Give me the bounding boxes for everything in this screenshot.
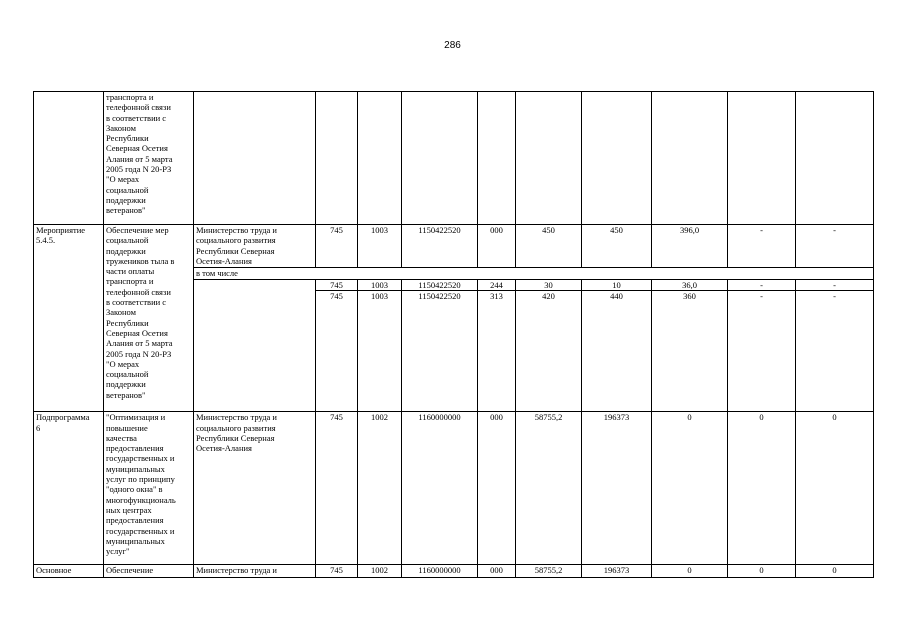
value-cell: 360 (652, 291, 728, 412)
rzpr-cell: 1003 (358, 225, 402, 268)
table-row (34, 92, 874, 225)
value-cell: 10 (582, 280, 652, 291)
value-cell: 196373 (582, 565, 652, 578)
value-cell: 0 (652, 565, 728, 578)
value-cell: - (728, 225, 796, 268)
value-cell: 196373 (582, 412, 652, 565)
rzpr-cell: 1003 (358, 291, 402, 412)
csr-cell: 1150422520 (402, 280, 478, 291)
executor-cell: Министерство труда и (194, 565, 316, 578)
value-cell: 450 (582, 225, 652, 268)
grbs-cell: 745 (316, 225, 358, 268)
row-title-cell: "Оптимизация и повышение качества предоставления государственных и муниципальных услуг по принципу "одного окна" в многофункциональ ных центрах предоставления государственных и муниципальных услуг" (104, 412, 194, 565)
table-row (34, 412, 874, 565)
value-cell: - (728, 291, 796, 412)
value-cell: 0 (796, 565, 874, 578)
grbs-cell: 745 (316, 412, 358, 565)
grbs-cell: 745 (316, 280, 358, 291)
row-name-cell: Подпрограмма 6 (34, 412, 104, 565)
table-row (34, 565, 874, 578)
grbs-cell: 745 (316, 565, 358, 578)
value-cell: 58755,2 (516, 412, 582, 565)
csr-cell: 1160000000 (402, 412, 478, 565)
vr-cell: 244 (478, 280, 516, 291)
row-title-cell: Обеспечение (104, 565, 194, 578)
row-name-cell (34, 92, 104, 225)
row-title-cell: Обеспечение мер социальной поддержки тружеников тыла в части оплаты транспорта и телефонной связи в соответствии с Законом Республики Северная Осетия Алания от 5 марта 2005 года N 20-РЗ "О мерах социальной поддержки ветеранов" (104, 225, 194, 412)
csr-cell: 1160000000 (402, 565, 478, 578)
value-cell: 0 (728, 412, 796, 565)
rzpr-cell: 1002 (358, 412, 402, 565)
vr-cell: 313 (478, 291, 516, 412)
vr-cell: 000 (478, 412, 516, 565)
value-cell: 36,0 (652, 280, 728, 291)
csr-cell: 1150422520 (402, 225, 478, 268)
value-cell: 420 (516, 291, 582, 412)
value-cell: - (796, 291, 874, 412)
row-name-cell: Основное (34, 565, 104, 578)
page-number: 286 (444, 40, 461, 51)
value-cell: 58755,2 (516, 565, 582, 578)
rzpr-cell: 1003 (358, 280, 402, 291)
budget-table (33, 91, 874, 578)
executor-cell: Министерство труда и социального развития Республики Северная Осетия-Алания (194, 412, 316, 565)
value-cell: - (796, 280, 874, 291)
vr-cell: 000 (478, 225, 516, 268)
executor-cell (194, 92, 316, 225)
executor-cell (194, 280, 316, 412)
value-cell: 30 (516, 280, 582, 291)
csr-cell: 1150422520 (402, 291, 478, 412)
row-name-cell: Мероприятие 5.4.5. (34, 225, 104, 412)
value-cell: - (796, 225, 874, 268)
value-cell: 0 (796, 412, 874, 565)
row-title-cell: транспорта и телефонной связи в соответствии с Законом Республики Северная Осетия Алания от 5 марта 2005 года N 20-РЗ "О мерах социальной поддержки ветеранов" (104, 92, 194, 225)
value-cell: 450 (516, 225, 582, 268)
value-cell: - (728, 280, 796, 291)
vr-cell: 000 (478, 565, 516, 578)
grbs-cell: 745 (316, 291, 358, 412)
rzpr-cell: 1002 (358, 565, 402, 578)
executor-cell: Министерство труда и социального развития Республики Северная Осетия-Алания (194, 225, 316, 268)
value-cell: 0 (652, 412, 728, 565)
value-cell: 440 (582, 291, 652, 412)
table-row (34, 225, 874, 268)
including-label: в том числе (194, 268, 874, 280)
value-cell: 0 (728, 565, 796, 578)
value-cell: 396,0 (652, 225, 728, 268)
